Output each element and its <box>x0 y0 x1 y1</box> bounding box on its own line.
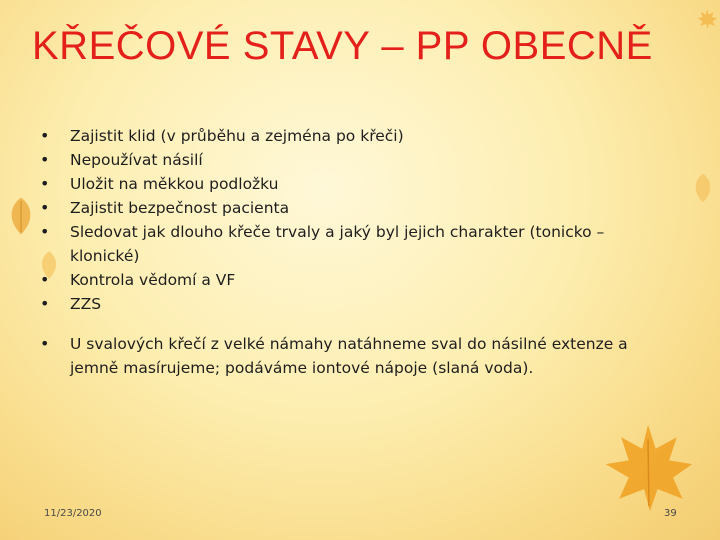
leaf-icon <box>4 196 38 236</box>
page-number: 39 <box>664 508 677 519</box>
maple-leaf-icon <box>600 420 696 516</box>
list-item: • Uložit na měkkou podložku <box>40 172 670 196</box>
leaf-icon <box>690 172 716 204</box>
slide-date: 11/23/2020 <box>44 508 102 519</box>
list-item: • Nepoužívat násilí <box>40 148 670 172</box>
slide-title: KŘEČOVÉ STAVY – PP OBECNĚ <box>32 24 653 68</box>
spacer <box>40 316 670 332</box>
list-item: • U svalových křečí z velké námahy natáhneme sval do násilné extenze a jemně masírujeme; podáváme iontové nápoje (slaná voda). <box>40 332 670 380</box>
bullet-list <box>40 124 670 380</box>
list-item: • Kontrola vědomí a VF <box>40 268 670 292</box>
list-item: • Zajistit klid (v průběhu a zejména po křeči) <box>40 124 670 148</box>
list-item: • ZZS <box>40 292 670 316</box>
list-item: • Sledovat jak dlouho křeče trvaly a jaký byl jejich charakter (tonicko – klonické) <box>40 220 670 268</box>
list-item: • Zajistit bezpečnost pacienta <box>40 196 670 220</box>
